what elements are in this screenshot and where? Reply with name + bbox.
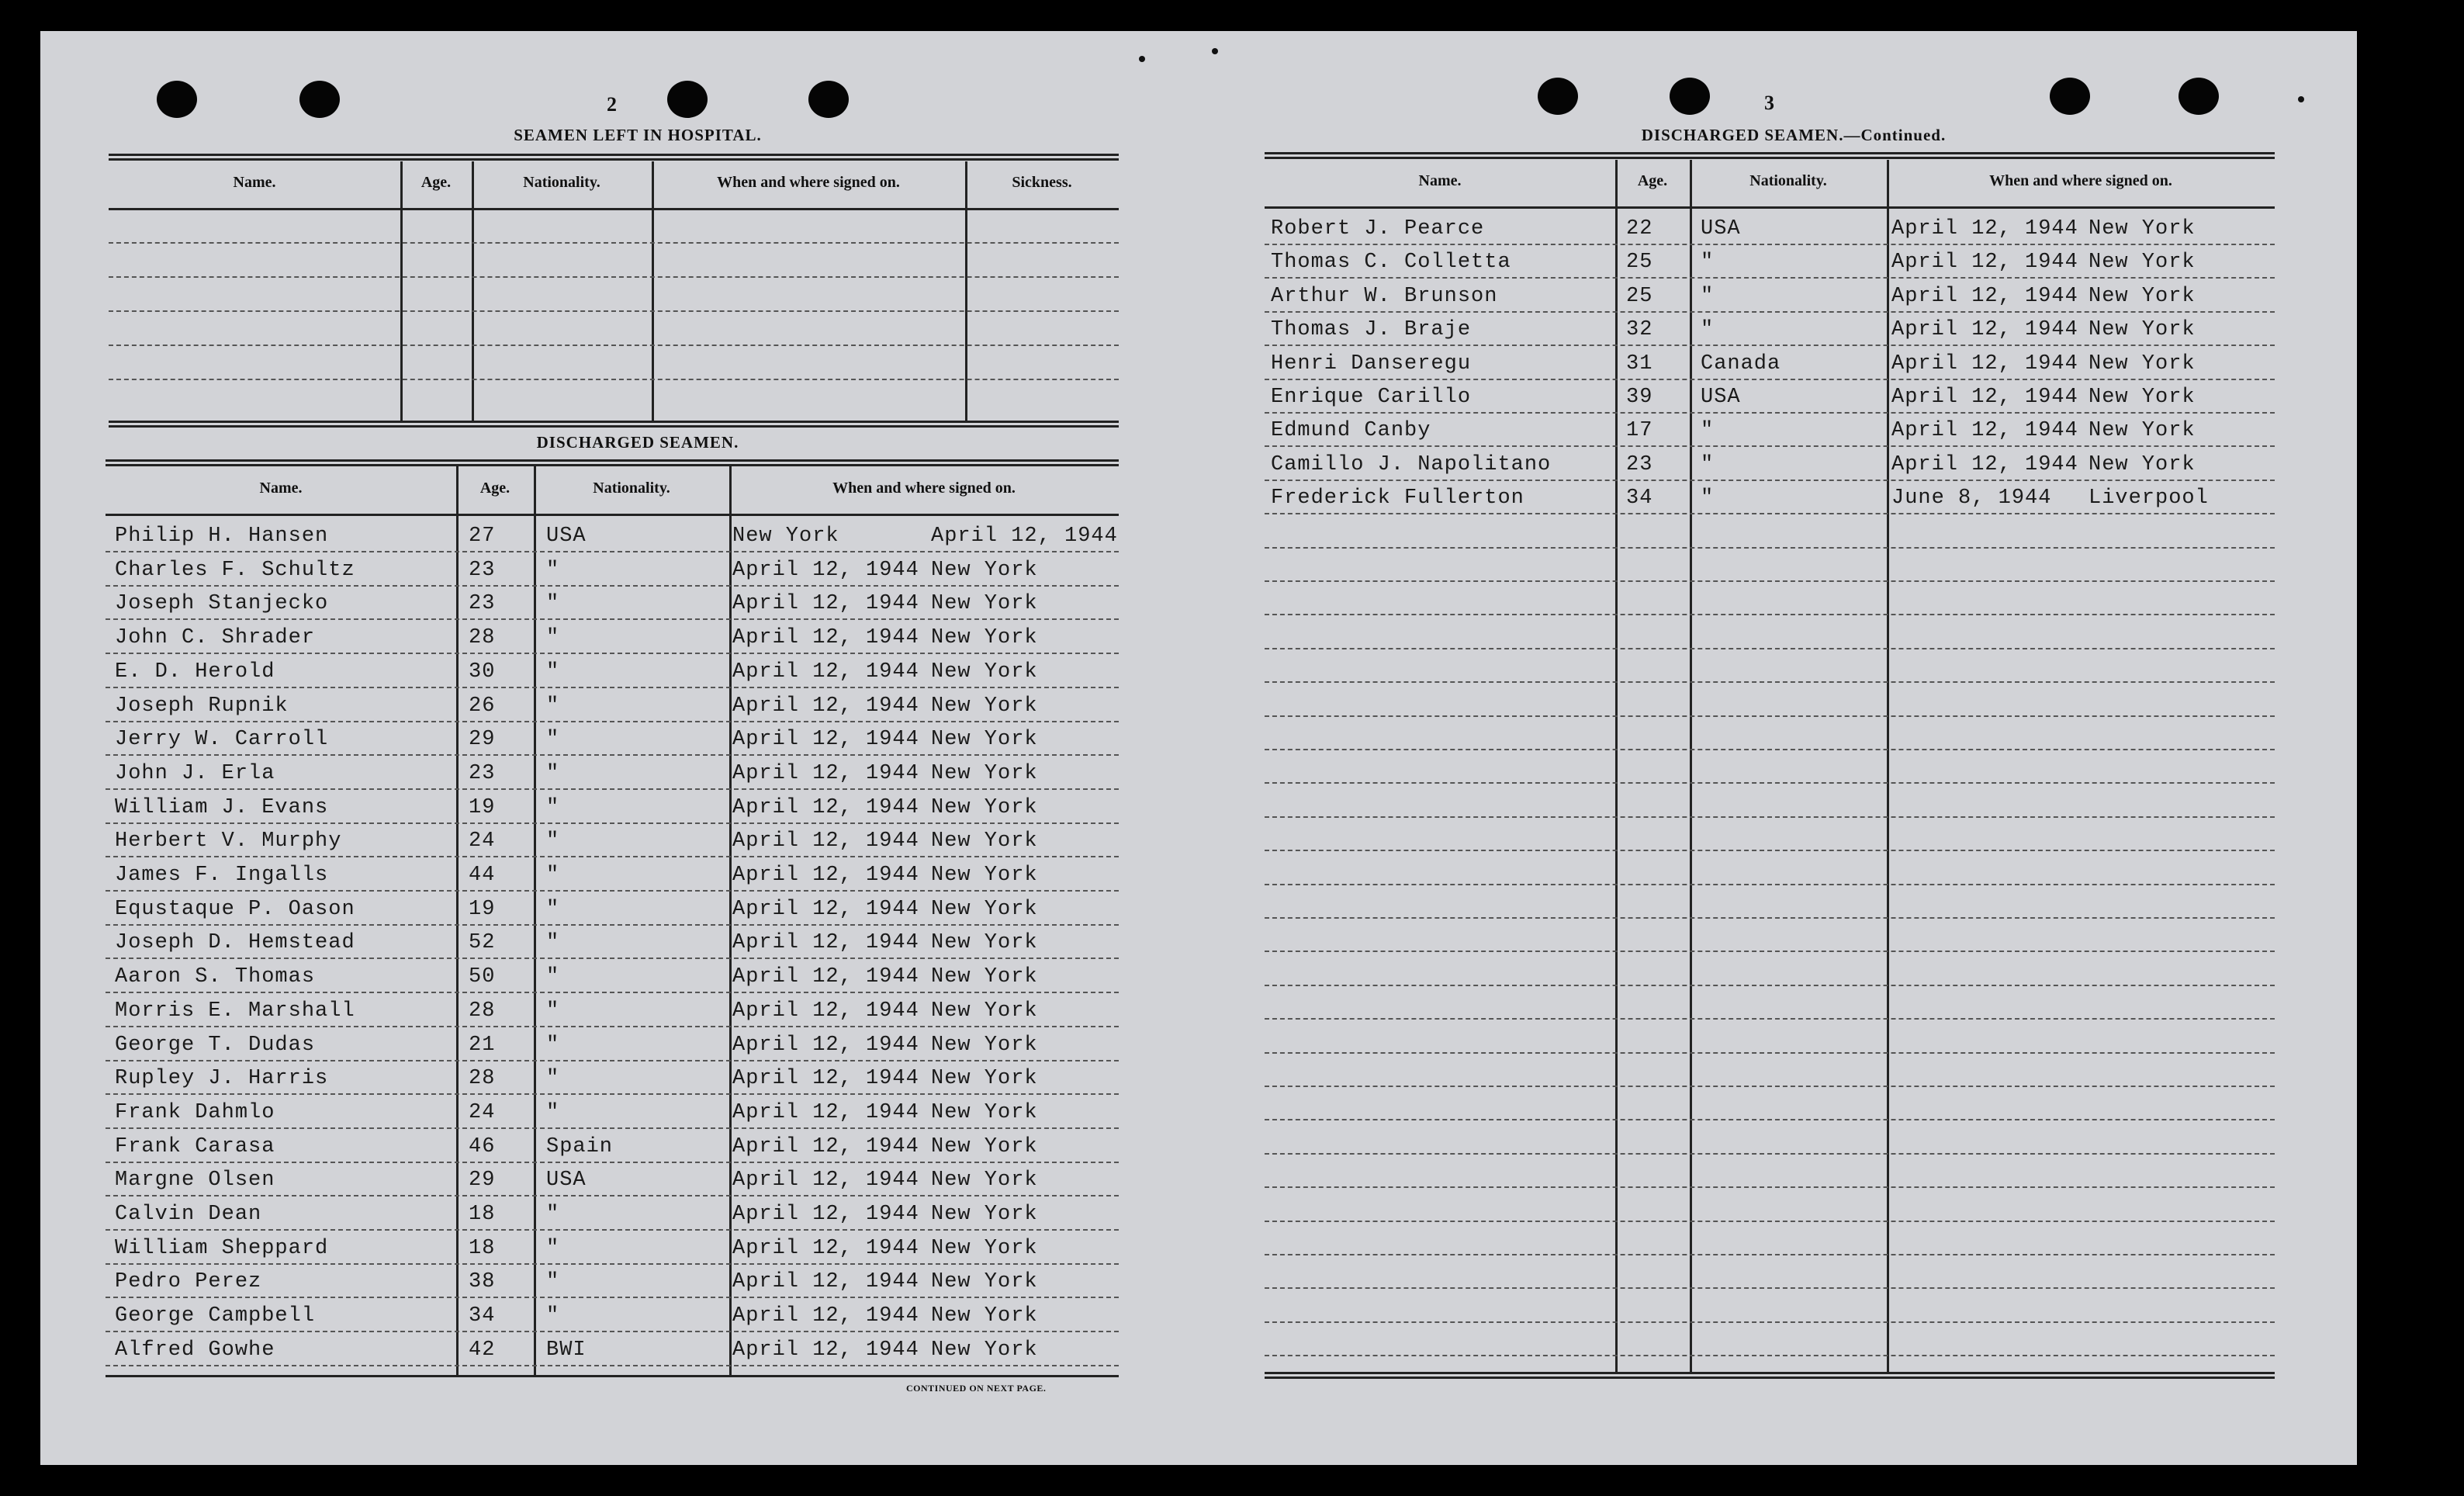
seaman-age: 23 — [469, 761, 496, 785]
signed-on-place: New York — [931, 1203, 1038, 1226]
seaman-nationality: " — [546, 660, 560, 684]
row-line — [1265, 412, 2275, 414]
right-header-cell: When and where signed on. — [1989, 172, 2172, 189]
seaman-age: 34 — [469, 1304, 496, 1328]
signed-on-place: New York — [931, 931, 1038, 955]
seaman-age: 46 — [469, 1134, 496, 1158]
punch-hole — [157, 81, 197, 118]
seaman-nationality: " — [546, 694, 560, 718]
row-line — [1265, 917, 2275, 919]
seaman-nationality: " — [546, 1304, 560, 1328]
signed-on-place: New York — [931, 1169, 1038, 1193]
seaman-age: 29 — [469, 1169, 496, 1193]
row-line — [1265, 445, 2275, 447]
seaman-name: Charles F. Schultz — [115, 558, 355, 582]
seaman-age: 30 — [469, 660, 496, 684]
seaman-nationality: " — [546, 1270, 560, 1294]
seaman-nationality: " — [1701, 419, 1715, 443]
seaman-age: 18 — [469, 1203, 496, 1226]
row-line — [106, 618, 1119, 620]
seaman-age: 29 — [469, 728, 496, 752]
hospital-row-line — [109, 345, 1119, 346]
seaman-name: James F. Ingalls — [115, 864, 329, 887]
hospital-column-divider — [652, 161, 654, 421]
punch-hole — [667, 81, 708, 118]
seaman-nationality: USA — [546, 1169, 587, 1193]
discharged-header-cell: When and where signed on. — [832, 480, 1016, 497]
discharged-header-cell: Name. — [259, 480, 303, 497]
seaman-nationality: BWI — [546, 1338, 587, 1362]
hospital-header-cell: When and where signed on. — [717, 174, 900, 191]
signed-on-date: April 12, 1944 — [1891, 419, 2078, 443]
row-line — [1265, 345, 2275, 346]
signed-on-place: New York — [931, 660, 1038, 684]
seaman-name: Frederick Fullerton — [1271, 487, 1524, 511]
signed-on-place: New York — [931, 1270, 1038, 1294]
row-line — [1265, 1287, 2275, 1289]
signed-on-place: New York — [931, 1134, 1038, 1158]
seaman-age: 23 — [469, 558, 496, 582]
row-line — [106, 822, 1119, 824]
row-line — [1265, 1119, 2275, 1120]
seaman-name: Arthur W. Brunson — [1271, 284, 1498, 308]
seaman-nationality: " — [546, 626, 560, 650]
row-line — [1265, 1153, 2275, 1155]
seaman-age: 24 — [469, 1100, 496, 1124]
hospital-column-divider — [400, 161, 403, 421]
row-line — [1265, 614, 2275, 615]
signed-on-date: April 12, 1944 — [1891, 318, 2078, 342]
right-bottom-rule — [1265, 1372, 2275, 1379]
signed-on-date: April 12, 1944 — [732, 1338, 919, 1362]
seaman-nationality: " — [546, 829, 560, 854]
seaman-nationality: " — [1701, 251, 1715, 275]
seaman-name: Herbert V. Murphy — [115, 829, 342, 854]
row-line — [1265, 951, 2275, 952]
row-line — [106, 958, 1119, 959]
seaman-name: Thomas J. Braje — [1271, 318, 1472, 342]
seaman-age: 38 — [469, 1270, 496, 1294]
seaman-nationality: " — [546, 728, 560, 752]
seaman-name: Aaron S. Thomas — [115, 965, 316, 989]
discharged-title: DISCHARGED SEAMEN. — [536, 433, 739, 452]
signed-on-date: April 12, 1944 — [732, 931, 919, 955]
signed-on-place: New York — [931, 1338, 1038, 1362]
seaman-name: Joseph Rupnik — [115, 694, 289, 718]
signed-on-date: April 12, 1944 — [732, 761, 919, 785]
seaman-age: 27 — [469, 525, 496, 548]
seaman-nationality: " — [546, 761, 560, 785]
row-line — [1265, 244, 2275, 245]
signed-on-place: April 12, 1944 — [931, 525, 1118, 548]
signed-on-place: New York — [931, 1304, 1038, 1328]
signed-on-place: New York — [931, 1067, 1038, 1091]
row-line — [106, 1229, 1119, 1231]
row-line — [1265, 580, 2275, 582]
seaman-name: William Sheppard — [115, 1236, 329, 1260]
signed-on-place: New York — [931, 999, 1038, 1023]
signed-on-date: April 12, 1944 — [732, 1270, 919, 1294]
signed-on-place: New York — [931, 1100, 1038, 1124]
signed-on-date: April 12, 1944 — [732, 1236, 919, 1260]
row-line — [106, 1060, 1119, 1061]
right-column-divider — [1887, 160, 1889, 1372]
row-line — [106, 721, 1119, 722]
seaman-nationality: " — [1701, 487, 1715, 511]
signed-on-date: June 8, 1944 — [1891, 487, 2052, 511]
row-line — [1265, 850, 2275, 851]
document-sheet — [40, 31, 2357, 1465]
row-line — [1265, 884, 2275, 885]
seaman-name: Pedro Perez — [115, 1270, 262, 1294]
row-line — [1265, 1186, 2275, 1188]
right-column-divider — [1615, 160, 1618, 1372]
seaman-name: Margne Olsen — [115, 1169, 275, 1193]
seaman-nationality: " — [546, 1067, 560, 1091]
row-line — [1265, 749, 2275, 750]
row-line — [1265, 985, 2275, 986]
seaman-age: 42 — [469, 1338, 496, 1362]
seaman-nationality: " — [546, 965, 560, 989]
seaman-nationality: USA — [1701, 386, 1741, 409]
signed-on-place: New York — [931, 1033, 1038, 1057]
signed-on-date: April 12, 1944 — [732, 1134, 919, 1158]
signed-on-place: New York — [931, 795, 1038, 819]
row-line — [1265, 1321, 2275, 1323]
seaman-nationality: " — [546, 999, 560, 1023]
signed-on-date: April 12, 1944 — [732, 999, 919, 1023]
seaman-name: George Campbell — [115, 1304, 316, 1328]
signed-on-date: April 12, 1944 — [732, 1304, 919, 1328]
seaman-nationality: " — [546, 864, 560, 887]
signed-on-place: New York — [2089, 452, 2196, 476]
signed-on-place: New York — [931, 694, 1038, 718]
row-line — [1265, 480, 2275, 481]
signed-on-date: April 12, 1944 — [732, 829, 919, 854]
row-line — [106, 1365, 1119, 1366]
signed-on-place: New York — [931, 965, 1038, 989]
hospital-header-cell: Name. — [233, 174, 276, 191]
row-line — [106, 788, 1119, 790]
seaman-nationality: " — [546, 1100, 560, 1124]
row-line — [106, 551, 1119, 552]
signed-on-date: April 12, 1944 — [732, 1203, 919, 1226]
seaman-name: John C. Shrader — [115, 626, 316, 650]
row-line — [106, 754, 1119, 756]
seaman-age: 50 — [469, 965, 496, 989]
signed-on-date: April 12, 1944 — [732, 694, 919, 718]
discharged-header-cell: Nationality. — [593, 480, 670, 497]
row-line — [1265, 277, 2275, 279]
discharged-header-rule — [106, 514, 1119, 516]
discharged-top-rule — [106, 459, 1119, 466]
seaman-nationality: " — [546, 1203, 560, 1226]
row-line — [106, 1026, 1119, 1027]
seaman-name: Calvin Dean — [115, 1203, 262, 1226]
row-line — [1265, 1086, 2275, 1087]
signed-on-place: New York — [931, 592, 1038, 616]
right-header-cell: Nationality. — [1749, 172, 1827, 189]
signed-on-place: Liverpool — [2089, 487, 2209, 511]
punch-hole — [2178, 78, 2219, 115]
seaman-name: Enrique Carillo — [1271, 386, 1472, 409]
signed-on-date: April 12, 1944 — [732, 592, 919, 616]
seaman-name: Edmund Canby — [1271, 419, 1431, 443]
seaman-name: William J. Evans — [115, 795, 329, 819]
seaman-age: 32 — [1626, 318, 1653, 342]
row-line — [1265, 1355, 2275, 1356]
seaman-name: Rupley J. Harris — [115, 1067, 329, 1091]
punch-hole — [1670, 78, 1710, 115]
signed-on-place: New York — [2089, 284, 2196, 308]
seaman-name: Equstaque P. Oason — [115, 897, 355, 921]
seaman-nationality: " — [546, 897, 560, 921]
seaman-age: 34 — [1626, 487, 1653, 511]
seaman-age: 25 — [1626, 251, 1653, 275]
signed-on-place: New York — [931, 829, 1038, 854]
seaman-age: 19 — [469, 795, 496, 819]
row-line — [1265, 379, 2275, 380]
signed-on-date: April 12, 1944 — [1891, 452, 2078, 476]
seaman-name: Alfred Gowhe — [115, 1338, 275, 1362]
signed-on-date: April 12, 1944 — [1891, 284, 2078, 308]
hospital-top-rule — [109, 154, 1119, 161]
signed-on-place: New York — [931, 864, 1038, 887]
row-line — [1265, 782, 2275, 784]
seaman-name: Joseph D. Hemstead — [115, 931, 355, 955]
signed-on-date: April 12, 1944 — [732, 1033, 919, 1057]
left-page-number: 2 — [607, 93, 617, 116]
signed-on-place: New York — [931, 1236, 1038, 1260]
discharged-header-cell: Age. — [479, 480, 510, 497]
seaman-age: 17 — [1626, 419, 1653, 443]
row-line — [106, 1093, 1119, 1095]
seaman-age: 31 — [1626, 351, 1653, 376]
signed-on-date: April 12, 1944 — [1891, 351, 2078, 376]
punch-hole — [1538, 78, 1578, 115]
seaman-nationality: " — [546, 1236, 560, 1260]
seaman-nationality: " — [546, 931, 560, 955]
signed-on-date: April 12, 1944 — [732, 1100, 919, 1124]
signed-on-date: April 12, 1944 — [732, 897, 919, 921]
right-header-cell: Name. — [1418, 172, 1462, 189]
hospital-title: SEAMEN LEFT IN HOSPITAL. — [514, 126, 762, 144]
speck — [1212, 48, 1218, 54]
row-line — [106, 653, 1119, 654]
signed-on-date: April 12, 1944 — [1891, 251, 2078, 275]
seaman-name: Morris E. Marshall — [115, 999, 355, 1023]
seaman-name: John J. Erla — [115, 761, 275, 785]
row-line — [1265, 648, 2275, 649]
row-line — [106, 1331, 1119, 1332]
hospital-row-line — [109, 379, 1119, 380]
seaman-age: 28 — [469, 999, 496, 1023]
signed-on-place: New York — [931, 626, 1038, 650]
row-line — [106, 585, 1119, 587]
seaman-nationality: " — [546, 1033, 560, 1057]
seaman-age: 23 — [1626, 452, 1653, 476]
signed-on-date: April 12, 1944 — [732, 660, 919, 684]
row-line — [106, 924, 1119, 926]
discharged-column-divider — [456, 466, 459, 1375]
row-line — [1265, 311, 2275, 313]
hospital-column-divider — [472, 161, 474, 421]
signed-on-place: New York — [931, 728, 1038, 752]
seaman-age: 19 — [469, 897, 496, 921]
row-line — [1265, 816, 2275, 818]
seaman-nationality: " — [1701, 318, 1715, 342]
punch-hole — [299, 81, 340, 118]
row-line — [106, 992, 1119, 993]
seaman-nationality: " — [546, 592, 560, 616]
seaman-age: 22 — [1626, 217, 1653, 241]
signed-on-place: New York — [2089, 318, 2196, 342]
seaman-nationality: " — [1701, 284, 1715, 308]
row-line — [1265, 547, 2275, 549]
row-line — [106, 687, 1119, 688]
punch-hole — [2050, 78, 2090, 115]
seaman-nationality: Spain — [546, 1134, 614, 1158]
speck — [2298, 96, 2304, 102]
row-line — [1265, 1018, 2275, 1020]
seaman-nationality: USA — [1701, 217, 1741, 241]
seaman-age: 26 — [469, 694, 496, 718]
row-line — [1265, 681, 2275, 683]
signed-on-date: April 12, 1944 — [732, 558, 919, 582]
seaman-name: George T. Dudas — [115, 1033, 316, 1057]
right-header-cell: Age. — [1637, 172, 1668, 189]
punch-hole — [808, 81, 849, 118]
seaman-age: 28 — [469, 626, 496, 650]
discharged-column-divider — [729, 466, 732, 1375]
discharged-bottom-rule — [106, 1375, 1119, 1377]
signed-on-place: New York — [2089, 351, 2196, 376]
hospital-row-line — [109, 276, 1119, 278]
seaman-name: Philip H. Hansen — [115, 525, 329, 548]
row-line — [106, 856, 1119, 857]
signed-on-date: April 12, 1944 — [732, 864, 919, 887]
signed-on-place: New York — [2089, 217, 2196, 241]
seaman-name: Frank Carasa — [115, 1134, 275, 1158]
seaman-nationality: USA — [546, 525, 587, 548]
row-line — [106, 890, 1119, 892]
speck — [1139, 56, 1145, 62]
seaman-name: Frank Dahmlo — [115, 1100, 275, 1124]
row-line — [106, 1297, 1119, 1298]
seaman-age: 39 — [1626, 386, 1653, 409]
row-line — [106, 1127, 1119, 1129]
signed-on-place: New York — [2089, 419, 2196, 443]
signed-on-date: April 12, 1944 — [1891, 217, 2078, 241]
signed-on-place: New York — [931, 897, 1038, 921]
signed-on-place: New York — [931, 558, 1038, 582]
signed-on-date: April 12, 1944 — [732, 965, 919, 989]
seaman-age: 18 — [469, 1236, 496, 1260]
seaman-age: 28 — [469, 1067, 496, 1091]
signed-on-date: April 12, 1944 — [732, 1169, 919, 1193]
signed-on-date: April 12, 1944 — [732, 626, 919, 650]
signed-on-date: April 12, 1944 — [1891, 386, 2078, 409]
row-line — [1265, 715, 2275, 717]
seaman-name: Henri Danseregu — [1271, 351, 1472, 376]
signed-on-date: April 12, 1944 — [732, 795, 919, 819]
right-top-rule — [1265, 152, 2275, 159]
seaman-nationality: " — [546, 795, 560, 819]
row-line — [106, 1263, 1119, 1265]
seaman-age: 21 — [469, 1033, 496, 1057]
hospital-row-line — [109, 242, 1119, 244]
seaman-nationality: Canada — [1701, 351, 1781, 376]
seaman-age: 23 — [469, 592, 496, 616]
row-line — [1265, 1052, 2275, 1054]
hospital-header-cell: Nationality. — [523, 174, 600, 191]
row-line — [1265, 1221, 2275, 1222]
signed-on-date: April 12, 1944 — [732, 1067, 919, 1091]
signed-on-date: New York — [732, 525, 839, 548]
right-page-number: 3 — [1764, 92, 1774, 114]
seaman-age: 44 — [469, 864, 496, 887]
signed-on-place: New York — [931, 761, 1038, 785]
right-title: DISCHARGED SEAMEN.—Continued. — [1641, 126, 1947, 144]
signed-on-place: New York — [2089, 386, 2196, 409]
hospital-header-cell: Sickness. — [1012, 174, 1072, 191]
seaman-name: Camillo J. Napolitano — [1271, 452, 1552, 476]
seaman-age: 25 — [1626, 284, 1653, 308]
continued-note: CONTINUED ON NEXT PAGE. — [906, 1383, 1047, 1394]
hospital-column-divider — [965, 161, 967, 421]
hospital-header-cell: Age. — [420, 174, 452, 191]
seaman-age: 52 — [469, 931, 496, 955]
seaman-nationality: " — [1701, 452, 1715, 476]
row-line — [1265, 1254, 2275, 1255]
discharged-column-divider — [534, 466, 536, 1375]
seaman-name: Joseph Stanjecko — [115, 592, 329, 616]
signed-on-date: April 12, 1944 — [732, 728, 919, 752]
seaman-age: 24 — [469, 829, 496, 854]
hospital-bottom-rule — [109, 421, 1119, 428]
seaman-name: Thomas C. Colletta — [1271, 251, 1511, 275]
seaman-name: Robert J. Pearce — [1271, 217, 1485, 241]
row-line — [106, 1195, 1119, 1196]
hospital-row-line — [109, 310, 1119, 312]
signed-on-place: New York — [2089, 251, 2196, 275]
seaman-name: E. D. Herold — [115, 660, 275, 684]
row-line — [106, 1162, 1119, 1163]
seaman-name: Jerry W. Carroll — [115, 728, 329, 752]
right-column-divider — [1690, 160, 1692, 1372]
right-header-rule — [1265, 206, 2275, 209]
row-line — [1265, 513, 2275, 514]
seaman-nationality: " — [546, 558, 560, 582]
